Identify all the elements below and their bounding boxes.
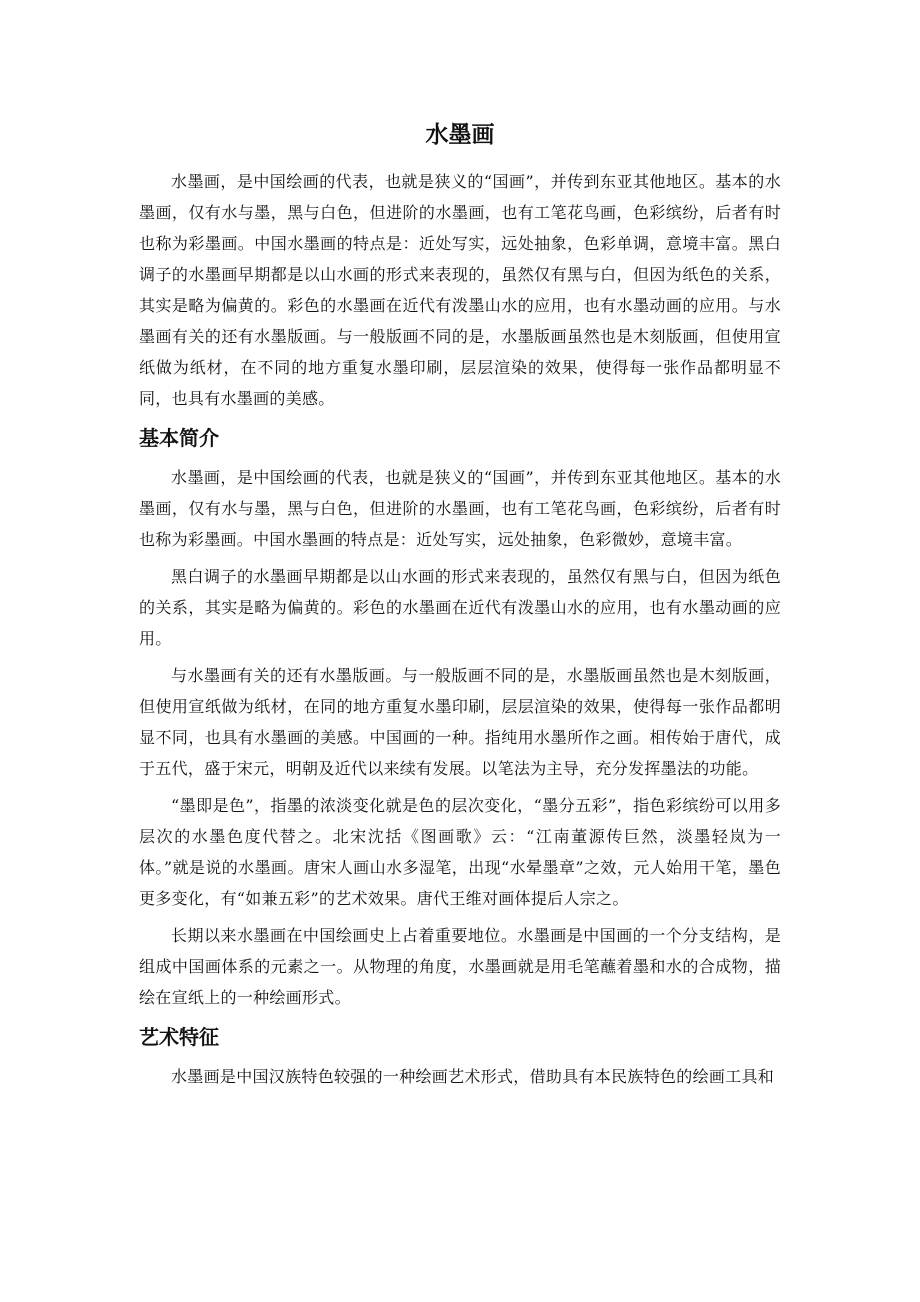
section-paragraph: 水墨画，是中国绘画的代表，也就是狭义的“国画”，并传到东亚其他地区。基本的水墨画，仅有水与墨，黑与白色，但进阶的水墨画，也有工笔花鸟画，色彩缤纷，后者有时也称为彩墨画。中国水墨画的特点是：近处写实，远处抽象，色彩微妙，意境丰富。 [139,468,781,549]
document-title: 水墨画 [425,122,495,148]
section-paragraph: 水墨画是中国汉族特色较强的一种绘画艺术形式，借助具有本民族特色的绘画工具和 [171,1067,775,1086]
section-paragraph: “墨即是色”，指墨的浓淡变化就是色的层次变化，“墨分五彩”，指色彩缤纷可以用多层次的水墨色度代替之。北宋沈括《图画歌》云：“江南董源传巨然，淡墨轻岚为一体。”就是说的水墨画。唐宋人画山水多湿笔，出现“水晕墨章”之效，元人始用干笔，墨色更多变化，有“如兼五彩”的艺术效果。唐代王维对画体提后人宗之。 [139,796,781,908]
section-paragraph: 与水墨画有关的还有水墨版画。与一般版画不同的是，水墨版画虽然也是木刻版画，但使用宣纸做为纸材，在同的地方重复水墨印刷，层层渲染的效果，使得每一张作品都明显不同，也具有水墨画的美感。中国画的一种。指纯用水墨所作之画。相传始于唐代，成于五代，盛于宋元，明朝及近代以来续有发展。以笔法为主导，充分发挥墨法的功能。 [139,666,781,778]
document-page [139,112,781,1098]
section-paragraph: 黑白调子的水墨画早期都是以山水画的形式来表现的，虽然仅有黑与白，但因为纸色的关系，其实是略为偏黄的。彩色的水墨画在近代有泼墨山水的应用，也有水墨动画的应用。 [139,567,781,648]
section-heading-art-features: 艺术特征 [139,1025,219,1049]
section-paragraph: 长期以来水墨画在中国绘画史上占着重要地位。水墨画是中国画的一个分支结构，是组成中国画体系的元素之一。从物理的角度，水墨画就是用毛笔蘸着墨和水的合成物，描绘在宣纸上的一种绘画形式。 [139,926,781,1007]
intro-paragraph: 水墨画，是中国绘画的代表，也就是狭义的“国画”，并传到东亚其他地区。基本的水墨画，仅有水与墨，黑与白色，但进阶的水墨画，也有工笔花鸟画，色彩缤纷，后者有时也称为彩墨画。中国水墨画的特点是：近处写实，远处抽象，色彩单调，意境丰富。黑白调子的水墨画早期都是以山水画的形式来表现的，虽然仅有黑与白，但因为纸色的关系，其实是略为偏黄的。彩色的水墨画在近代有泼墨山水的应用，也有水墨动画的应用。与水墨画有关的还有水墨版画。与一般版画不同的是，水墨版画虽然也是木刻版画，但使用宣纸做为纸材，在不同的地方重复水墨印刷，层层渲染的效果，使得每一张作品都明显不同，也具有水墨画的美感。 [139,172,781,408]
section-heading-basic-intro: 基本简介 [139,426,219,450]
